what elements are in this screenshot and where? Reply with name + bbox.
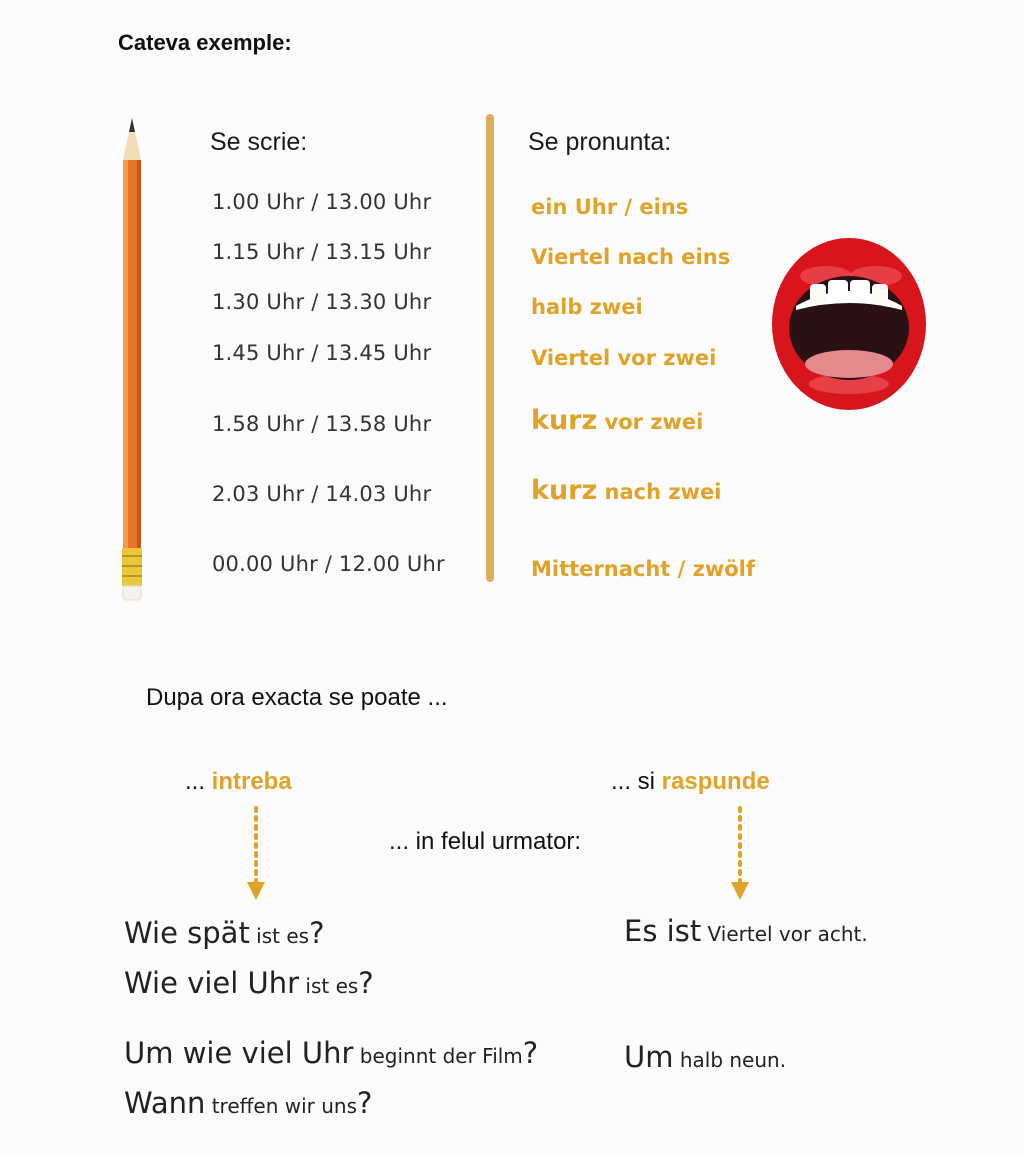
spoken-time: kurz vor zwei <box>531 405 704 436</box>
lips-icon <box>770 236 928 412</box>
spoken-time: Viertel nach eins <box>531 245 731 269</box>
written-time: 1.58 Uhr / 13.58 Uhr <box>212 412 432 436</box>
arrow-down-icon <box>246 806 266 902</box>
answer-label: ... si raspunde <box>611 768 770 795</box>
manner-text: ... in felul urmator: <box>389 828 582 855</box>
answer: Um halb neun. <box>624 1040 787 1074</box>
spoken-time: kurz nach zwei <box>531 475 722 506</box>
after-exact-text: Dupa ora exacta se poate ... <box>146 684 448 711</box>
question: Wie spät ist es? <box>124 916 325 950</box>
written-time: 1.30 Uhr / 13.30 Uhr <box>212 290 432 314</box>
page-title: Cateva exemple: <box>118 30 292 55</box>
spoken-time: Viertel vor zwei <box>531 346 717 370</box>
written-time: 00.00 Uhr / 12.00 Uhr <box>212 552 445 576</box>
written-header: Se scrie: <box>210 128 308 156</box>
question: Um wie viel Uhr beginnt der Film? <box>124 1036 539 1070</box>
question: Wie viel Uhr ist es? <box>124 966 374 1000</box>
spoken-header: Se pronunta: <box>528 128 672 156</box>
spoken-time: Mitternacht / zwölf <box>531 557 756 581</box>
ask-label: ... intreba <box>185 768 292 795</box>
written-time: 1.00 Uhr / 13.00 Uhr <box>212 190 432 214</box>
arrow-down-icon <box>730 806 750 902</box>
column-divider <box>486 114 494 582</box>
spoken-time: halb zwei <box>531 295 643 319</box>
written-time: 1.45 Uhr / 13.45 Uhr <box>212 341 432 365</box>
answer: Es ist Viertel vor acht. <box>624 914 868 948</box>
written-time: 1.15 Uhr / 13.15 Uhr <box>212 240 432 264</box>
written-time: 2.03 Uhr / 14.03 Uhr <box>212 482 432 506</box>
question: Wann treffen wir uns? <box>124 1086 373 1120</box>
pencil-icon <box>118 118 146 602</box>
spoken-time: ein Uhr / eins <box>531 195 689 219</box>
